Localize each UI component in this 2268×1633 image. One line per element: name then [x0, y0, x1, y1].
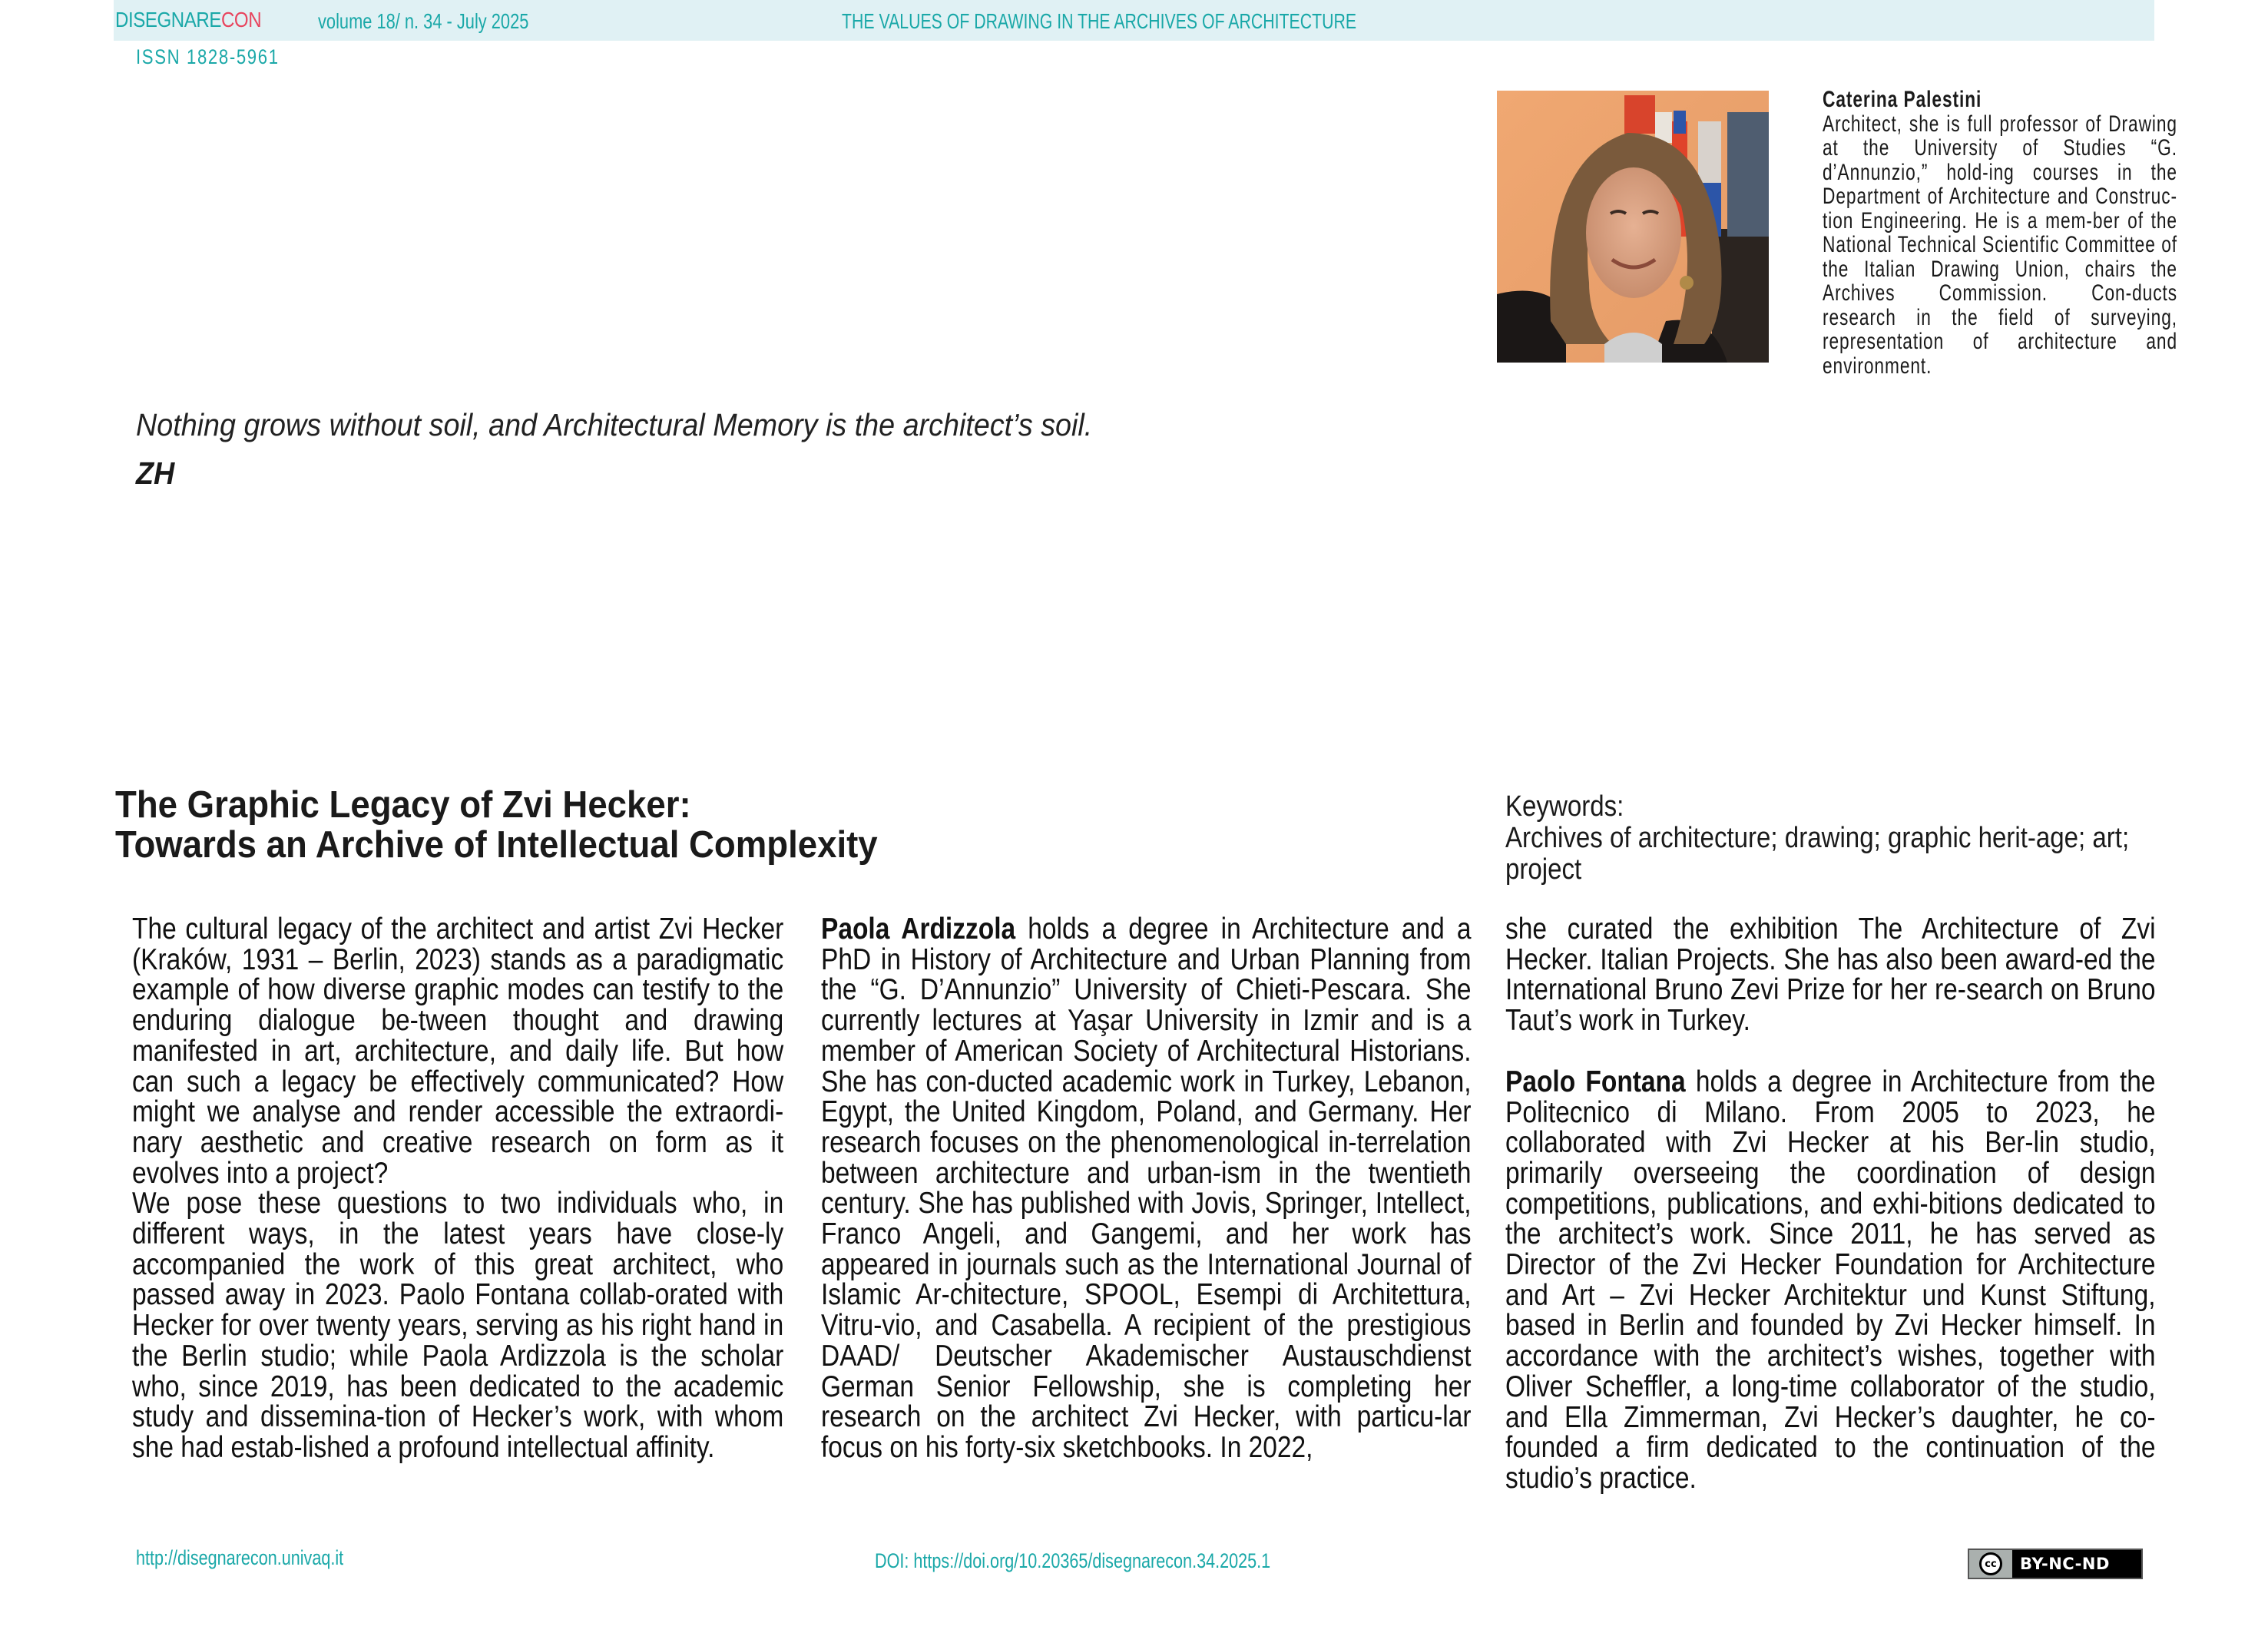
keywords-label: Keywords: [1505, 790, 1624, 823]
fontana-bio-text: holds a degree in Architecture from the Politecnico di Milano. From 2005 to 2023, he collaborated with Zvi Hecker at his Ber-lin studio, primarily overseeing the coordination of design competitions, publications, and exhi-bitions dedicated to the architect’s work. Since 2011, he has served as Director of the Zvi Hecker Foundation for Architecture and Art – Zvi Hecker Architektur und Kunst Stiftung, based in Berlin and founded by Zvi Hecker himself. In accordance with the architect’s wishes, together with Oliver Scheffler, a long-time collaborator of the studio, and Ella Zimmerman, Zvi Hecker’s daughter, he co-founded a firm dedicated to the continuation of the studio’s practice. [1505, 1065, 2156, 1495]
body-column-3 [1505, 914, 2156, 1494]
doi-link[interactable]: DOI: https://doi.org/10.20365/disegnarecon.34.2025.1 [875, 1549, 1271, 1572]
keywords-list: Archives of architecture; drawing; graphic herit-age; art; project [1505, 822, 2130, 886]
keywords-block [1505, 791, 2134, 886]
portrait-image [1497, 91, 1769, 363]
brand-part-2: CON [220, 8, 262, 31]
author-bio [1823, 88, 2177, 378]
article-title-line-2: Towards an Archive of Intellectual Complexity [115, 824, 878, 866]
cc-badge-left [1969, 1550, 2012, 1578]
series-title: THE VALUES OF DRAWING IN THE ARCHIVES OF ARCHITECTURE [842, 9, 1357, 33]
journal-logo [115, 8, 261, 32]
intro-paragraph-1: The cultural legacy of the architect and artist Zvi Hecker (Kraków, 1931 – Berlin, 2023) stands as a paradigmatic example of how diverse graphic modes can testify to the enduring dialogue be-tween thought and drawing manifested in art, architecture, and daily life. But how can such a legacy be effectively communicated? How might we analyse and render accessible the extraordi-nary aesthetic and creative research on form as it evolves into a project? [132, 913, 784, 1190]
brand-part-1: DISEGNARE [115, 8, 221, 31]
intro-paragraph-2: We pose these questions to two individuals who, in different ways, in the latest years have close-ly accompanied the work of this great architect, who passed away in 2023. Paolo Fontana collab-orated with Hecker for over twenty years, serving as his right hand in the Berlin studio; while Paola Ardizzola is the scholar who, since 2019, has been dedicated to the academic study and dissemina-tion of Hecker’s work, with whom she had estab-lished a profound intellectual affinity. [132, 1187, 784, 1464]
fontana-bio [1505, 1067, 2156, 1494]
body-column-2 [821, 914, 1472, 1463]
author-name: Caterina Palestini [1823, 87, 1982, 112]
journal-url-link[interactable]: http://disegnarecon.univaq.it [136, 1546, 344, 1569]
ardizzola-bio-text: holds a degree in Architecture and a PhD in History of Architecture and Urban Planning from the “G. D’Annunzio” University of Chieti-Pescara. She currently lectures at Yaşar University in Izmir and is a member of American Society of Architectural Historians. She has con-ducted academic work in Turkey, Lebanon, Egypt, the United Kingdom, Poland, and Germany. Her research focuses on the phenomenological in-terrelation between architecture and urban-ism in the twentieth century. She has published with Jovis, Springer, Intellect, Franco Angeli, and Gangemi, and her work has appeared in journals such as the International Journal of Islamic Ar-chitecture, SPOOL, Esempi di Architettura, Vitru-vio, and Casabella. A recipient of the prestigious DAAD/ Deutscher Akademischer Austauschdienst German Senior Fellowship, she is completing her research on the architect Zvi Hecker, with particu-lar focus on his forty-six sketchbooks. In 2022, [821, 913, 1472, 1464]
cc-license-badge[interactable] [1968, 1549, 2143, 1579]
ardizzola-bio [821, 914, 1472, 1463]
article-title [115, 785, 878, 865]
license-label: BY-NC-ND [2020, 1555, 2110, 1573]
paragraph-gap [1505, 1036, 2156, 1067]
ardizzola-name: Paola Ardizzola [821, 913, 1016, 946]
ardizzola-bio-continued: she curated the exhibition The Architecture of Zvi Hecker. Italian Projects. She has also been award-ed the International Bruno Zevi Prize for her re-search on Bruno Taut’s work in Turkey. [1505, 913, 2156, 1038]
cc-icon: cc [1979, 1552, 2002, 1575]
article-title-line-1: The Graphic Legacy of Zvi Hecker: [115, 784, 691, 826]
epigraph-author: ZH [136, 455, 175, 491]
issn: ISSN 1828-5961 [136, 45, 280, 68]
author-bio-text: Architect, she is full professor of Drawing at the University of Studies “G. d’Annunzio,” hold-ing courses in the Department of Architecture and Construc-tion Engineering. He is a mem-ber of the National Technical Scientific Committee of the Italian Drawing Union, chairs the Archives Commission. Con-ducts research in the field of surveying, representation of architecture and environment. [1823, 111, 2177, 379]
volume-info: volume 18/ n. 34 - July 2025 [318, 9, 529, 33]
author-photo [1497, 91, 1769, 363]
fontana-name: Paolo Fontana [1505, 1065, 1686, 1098]
body-column-1 [132, 914, 783, 1463]
epigraph-quote: Nothing grows without soil, and Architectural Memory is the architect’s soil. [136, 407, 1093, 442]
